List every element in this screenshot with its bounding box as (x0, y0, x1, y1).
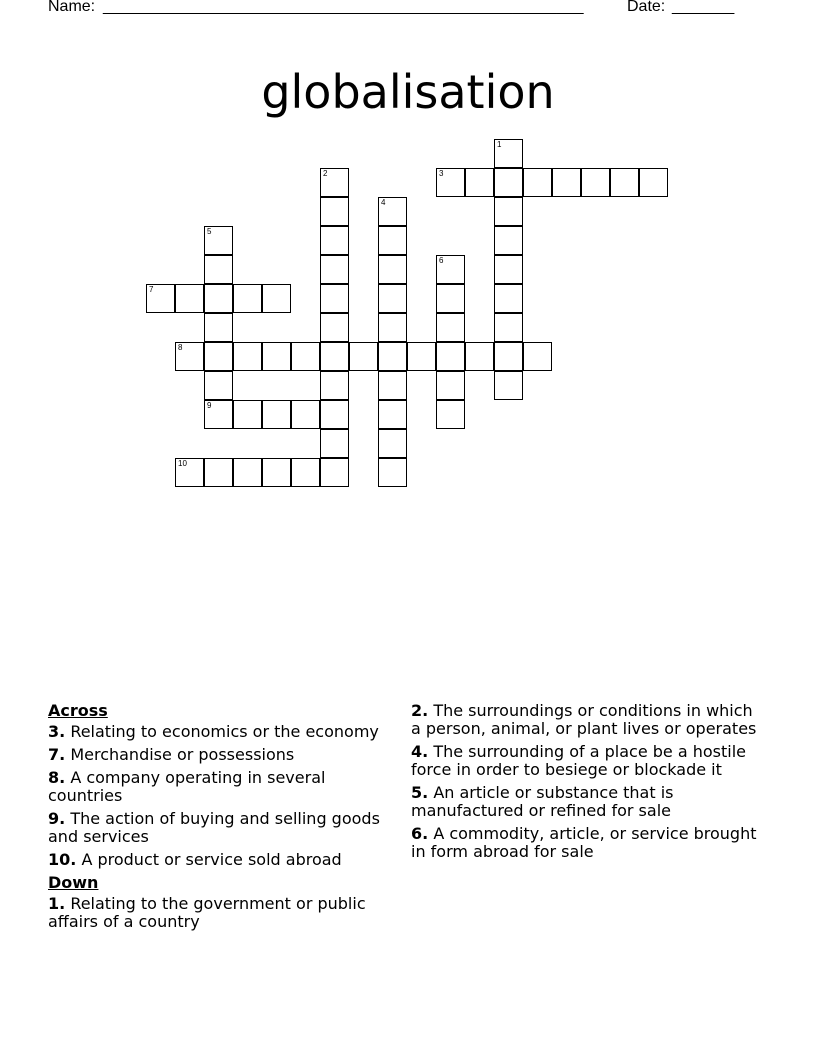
cell-number: 2 (323, 169, 328, 178)
crossword-cell[interactable] (436, 255, 465, 284)
name-label: Name: (48, 0, 96, 15)
clue-across-8 (48, 769, 393, 805)
clue-number: 7. (48, 745, 66, 764)
crossword-cell[interactable] (146, 284, 175, 313)
crossword-cell[interactable] (204, 313, 233, 342)
clue-down-5 (411, 784, 766, 820)
crossword-cell[interactable] (320, 313, 349, 342)
crossword-cell[interactable] (378, 197, 407, 226)
date-field-line[interactable]: _______ (672, 0, 735, 15)
crossword-cell[interactable] (320, 400, 349, 429)
crossword-cell[interactable] (175, 284, 204, 313)
clue-across-9 (48, 810, 393, 846)
crossword-cell[interactable] (320, 226, 349, 255)
clue-number: 8. (48, 768, 66, 787)
crossword-cell[interactable] (378, 284, 407, 313)
crossword-cell[interactable] (320, 458, 349, 487)
crossword-cell[interactable] (233, 400, 262, 429)
crossword-cell[interactable] (494, 168, 523, 197)
clue-across-7 (48, 746, 393, 764)
cell-number: 6 (439, 256, 444, 265)
crossword-cell[interactable] (436, 371, 465, 400)
clue-number: 6. (411, 824, 429, 843)
crossword-cell[interactable] (320, 284, 349, 313)
cell-number: 3 (439, 169, 444, 178)
crossword-cell[interactable] (494, 226, 523, 255)
crossword-cell[interactable] (233, 284, 262, 313)
crossword-cell[interactable] (320, 429, 349, 458)
clue-text: Relating to the government or public affairs of a country (48, 894, 366, 931)
crossword-cell[interactable] (204, 255, 233, 284)
clue-down-2 (411, 702, 766, 738)
down-heading: Down (48, 873, 99, 892)
cell-number: 8 (178, 343, 183, 352)
clue-number: 2. (411, 701, 429, 720)
crossword-cell[interactable] (581, 168, 610, 197)
crossword-cell[interactable] (320, 168, 349, 197)
cell-number: 10 (178, 459, 187, 468)
crossword-cell[interactable] (204, 284, 233, 313)
crossword-cell[interactable] (291, 342, 320, 371)
crossword-cell[interactable] (494, 342, 523, 371)
cell-number: 4 (381, 198, 386, 207)
name-field-line[interactable]: ______________________________________________________ (103, 0, 584, 15)
crossword-cell[interactable] (349, 342, 378, 371)
crossword-cell[interactable] (610, 168, 639, 197)
across-heading: Across (48, 701, 108, 720)
cell-number: 7 (149, 285, 154, 294)
crossword-cell[interactable] (175, 342, 204, 371)
crossword-cell[interactable] (320, 342, 349, 371)
crossword-cell[interactable] (204, 371, 233, 400)
crossword-cell[interactable] (465, 342, 494, 371)
clue-text: Relating to economics or the economy (70, 722, 379, 741)
clue-text: Merchandise or possessions (70, 745, 295, 764)
crossword-cell[interactable] (291, 400, 320, 429)
clue-down-4 (411, 743, 766, 779)
crossword-cell[interactable] (494, 255, 523, 284)
crossword-cell[interactable] (320, 255, 349, 284)
crossword-cell[interactable] (436, 168, 465, 197)
clue-text: The surrounding of a place be a hostile force in order to besiege or blockade it (411, 742, 746, 779)
crossword-cell[interactable] (494, 139, 523, 168)
crossword-cell[interactable] (494, 371, 523, 400)
clue-across-3 (48, 723, 393, 741)
clue-down-1 (48, 895, 393, 931)
crossword-cell[interactable] (523, 168, 552, 197)
crossword-cell[interactable] (552, 168, 581, 197)
crossword-cell[interactable] (465, 168, 494, 197)
date-label: Date: (627, 0, 666, 15)
crossword-cell[interactable] (436, 400, 465, 429)
cell-number: 1 (497, 140, 502, 149)
clues-left-column (48, 702, 393, 936)
crossword-cell[interactable] (407, 342, 436, 371)
clue-number: 1. (48, 894, 66, 913)
clue-text: A commodity, article, or service brought in form abroad for sale (411, 824, 757, 861)
clue-number: 5. (411, 783, 429, 802)
crossword-cell[interactable] (320, 371, 349, 400)
crossword-cell[interactable] (233, 458, 262, 487)
crossword-cell[interactable] (436, 342, 465, 371)
clue-text: A product or service sold abroad (81, 850, 342, 869)
clue-text: The surroundings or conditions in which a person, animal, or plant lives or operates (411, 701, 757, 738)
crossword-cell[interactable] (262, 284, 291, 313)
crossword-cell[interactable] (204, 400, 233, 429)
crossword-cell[interactable] (204, 458, 233, 487)
crossword-cell[interactable] (378, 255, 407, 284)
clue-down-6 (411, 825, 766, 861)
clues-right-column (411, 702, 766, 866)
crossword-cell[interactable] (262, 400, 291, 429)
crossword-cell[interactable] (378, 371, 407, 400)
crossword-cell[interactable] (204, 226, 233, 255)
cell-number: 9 (207, 401, 212, 410)
crossword-cell[interactable] (436, 313, 465, 342)
puzzle-title: globalisation (261, 64, 555, 119)
crossword-cell[interactable] (378, 226, 407, 255)
crossword-cell[interactable] (291, 458, 320, 487)
clue-text: The action of buying and selling goods and services (48, 809, 380, 846)
crossword-grid (0, 0, 816, 520)
crossword-cell[interactable] (436, 284, 465, 313)
clue-number: 9. (48, 809, 66, 828)
crossword-cell[interactable] (378, 429, 407, 458)
crossword-cell[interactable] (494, 284, 523, 313)
cell-number: 5 (207, 227, 212, 236)
clue-number: 4. (411, 742, 429, 761)
clue-text: An article or substance that is manufactured or refined for sale (411, 783, 674, 820)
crossword-cell[interactable] (233, 342, 262, 371)
crossword-cell[interactable] (204, 342, 233, 371)
crossword-cell[interactable] (523, 342, 552, 371)
crossword-cell[interactable] (262, 342, 291, 371)
crossword-cell[interactable] (262, 458, 291, 487)
crossword-cell[interactable] (320, 197, 349, 226)
crossword-cell[interactable] (639, 168, 668, 197)
clue-across-10 (48, 851, 393, 869)
crossword-cell[interactable] (494, 197, 523, 226)
crossword-cell[interactable] (494, 313, 523, 342)
crossword-cell[interactable] (378, 313, 407, 342)
crossword-cell[interactable] (175, 458, 204, 487)
crossword-cell[interactable] (378, 400, 407, 429)
clue-number: 10. (48, 850, 77, 869)
crossword-cell[interactable] (378, 458, 407, 487)
crossword-cell[interactable] (378, 342, 407, 371)
clue-text: A company operating in several countries (48, 768, 326, 805)
clue-number: 3. (48, 722, 66, 741)
